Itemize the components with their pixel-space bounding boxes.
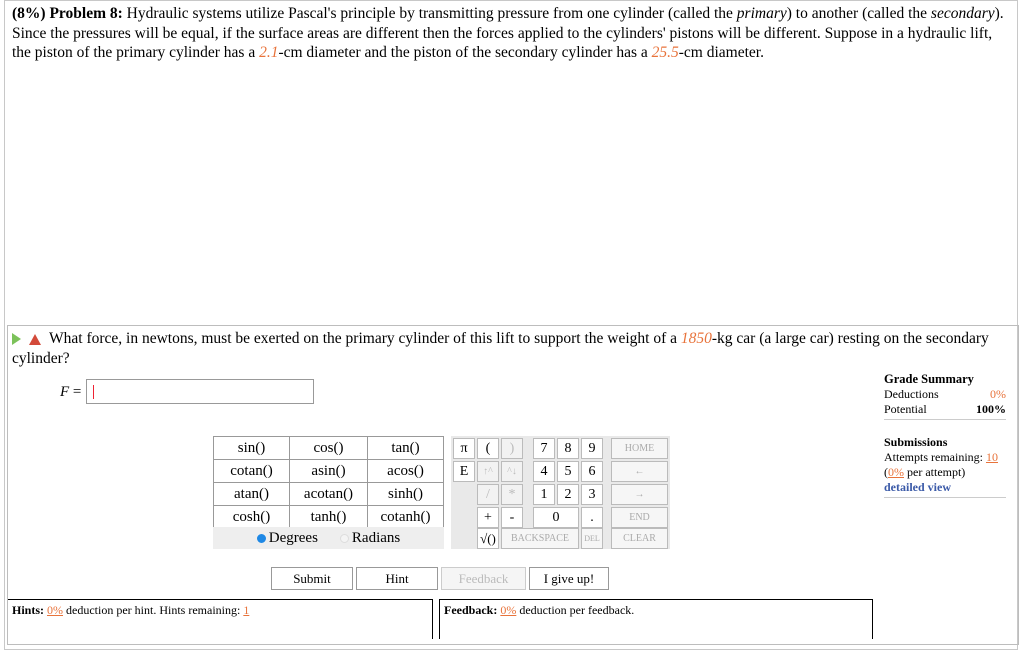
acos-button[interactable]: acos() [368, 460, 444, 483]
updown-key[interactable]: ^↓ [501, 461, 523, 482]
attempts-value: 10 [985, 450, 998, 464]
radians-label: Radians [351, 529, 401, 546]
question-part: -kg car (a large car) resting on the secondary cylinder? [12, 330, 989, 367]
function-table [213, 436, 444, 529]
warning-icon [29, 334, 41, 345]
key-1[interactable]: 1 [533, 484, 555, 505]
radio-selected-icon [257, 534, 266, 543]
rparen-key[interactable]: ) [501, 438, 523, 459]
lparen-key[interactable]: ( [477, 438, 499, 459]
divider [884, 497, 1006, 498]
end-key[interactable]: END [611, 507, 668, 528]
potential-label: Potential [884, 402, 927, 416]
divider [884, 419, 1006, 420]
key-0[interactable]: 0 [533, 507, 579, 528]
angle-mode [213, 527, 444, 549]
del-key[interactable]: DEL [581, 528, 603, 549]
submissions-title: Submissions [884, 435, 948, 449]
clear-key[interactable]: CLEAR [611, 528, 668, 549]
degrees-label: Degrees [268, 529, 318, 546]
backspace-key[interactable]: BACKSPACE [501, 528, 579, 549]
problem-label: Problem 8: [49, 5, 123, 22]
plus-key[interactable]: + [477, 507, 499, 528]
radio-unselected-icon [340, 534, 349, 543]
key-7[interactable]: 7 [533, 438, 555, 459]
attempts-label: Attempts remaining: [884, 450, 986, 464]
keypad [451, 436, 670, 549]
question-part: What force, in newtons, must be exerted on the primary cylinder of this lift to support the weight of a [49, 330, 681, 347]
key-3[interactable]: 3 [581, 484, 603, 505]
equals-sign: = [69, 384, 82, 400]
car-mass-value: 1850 [680, 330, 712, 347]
per-attempt-label: per attempt) [904, 465, 966, 479]
problem-text: ) to another (called the [786, 5, 931, 22]
pi-key[interactable]: π [453, 438, 475, 459]
hint-button[interactable]: Hint [356, 567, 438, 590]
key-2[interactable]: 2 [557, 484, 579, 505]
feedback-text: deduction per feedback. [516, 603, 635, 617]
answer-label [60, 384, 81, 401]
minus-key[interactable]: - [501, 507, 523, 528]
upup-key[interactable]: ↑^ [477, 461, 499, 482]
primary-term: primary [736, 5, 787, 22]
cotanh-button[interactable]: cotanh() [368, 506, 444, 529]
sqrt-key[interactable]: √() [477, 528, 499, 549]
dot-key[interactable]: . [581, 507, 603, 528]
hints-label: Hints: [12, 603, 45, 617]
tanh-button[interactable]: tanh() [290, 506, 368, 529]
secondary-term: secondary [930, 5, 995, 22]
submissions-panel [884, 435, 1006, 498]
hints-text: deduction per hint. Hints remaining: [63, 603, 244, 617]
radians-option[interactable] [340, 530, 400, 547]
multiply-key[interactable]: * [501, 484, 523, 505]
give-up-button[interactable]: I give up! [529, 567, 609, 590]
problem-weight: (8%) [12, 5, 46, 22]
problem-text: ). Since the pressures will be equal, if the surface areas are different then the forces applied to the cylinders' pistons will be different. Suppose in a hydraulic lift, the piston of the primary cylinder has a [12, 5, 1004, 61]
right-arrow-key[interactable]: → [611, 484, 668, 505]
problem-text: -cm diameter and the piston of the secondary cylinder has a [278, 44, 652, 61]
divide-key[interactable]: / [477, 484, 499, 505]
sinh-button[interactable]: sinh() [368, 483, 444, 506]
problem-text: -cm diameter. [678, 44, 764, 61]
secondary-diameter-value: 25.5 [651, 44, 679, 61]
atan-button[interactable]: atan() [214, 483, 290, 506]
degrees-option[interactable] [257, 530, 318, 547]
expand-arrow-icon[interactable] [12, 333, 21, 345]
cosh-button[interactable]: cosh() [214, 506, 290, 529]
answer-input[interactable] [86, 379, 314, 404]
e-key[interactable]: E [453, 461, 475, 482]
primary-diameter-value: 2.1 [259, 44, 279, 61]
question-text [12, 329, 1002, 368]
submit-button[interactable]: Submit [271, 567, 353, 590]
cos-button[interactable]: cos() [290, 437, 368, 460]
detailed-view-link[interactable]: detailed view [884, 480, 951, 494]
key-6[interactable]: 6 [581, 461, 603, 482]
feedback-panel [439, 599, 873, 639]
grade-summary-title: Grade Summary [884, 372, 974, 386]
deductions-label: Deductions [884, 387, 939, 401]
text-cursor [93, 385, 94, 399]
problem-text: Hydraulic systems utilize Pascal's principle by transmitting pressure from one cylinder (called the [126, 5, 737, 22]
feedback-button[interactable]: Feedback [441, 567, 526, 590]
feedback-label: Feedback: [444, 603, 498, 617]
paren: ( [884, 465, 888, 479]
tan-button[interactable]: tan() [368, 437, 444, 460]
key-9[interactable]: 9 [581, 438, 603, 459]
cotan-button[interactable]: cotan() [214, 460, 290, 483]
answer-variable: F [60, 384, 70, 400]
left-arrow-key[interactable]: ← [611, 461, 668, 482]
key-4[interactable]: 4 [533, 461, 555, 482]
key-5[interactable]: 5 [557, 461, 579, 482]
hints-remaining-value: 1 [243, 603, 250, 617]
grade-summary [884, 372, 1006, 420]
key-8[interactable]: 8 [557, 438, 579, 459]
hints-panel [8, 599, 433, 639]
feedback-deduction-value: 0% [500, 603, 517, 617]
acotan-button[interactable]: acotan() [290, 483, 368, 506]
deductions-value: 0% [990, 387, 1006, 401]
home-key[interactable]: HOME [611, 438, 668, 459]
hint-deduction-value: 0% [47, 603, 64, 617]
per-attempt-value: 0% [888, 465, 904, 479]
potential-value: 100% [976, 402, 1006, 416]
problem-statement [12, 4, 1012, 63]
asin-button[interactable]: asin() [290, 460, 368, 483]
sin-button[interactable]: sin() [214, 437, 290, 460]
